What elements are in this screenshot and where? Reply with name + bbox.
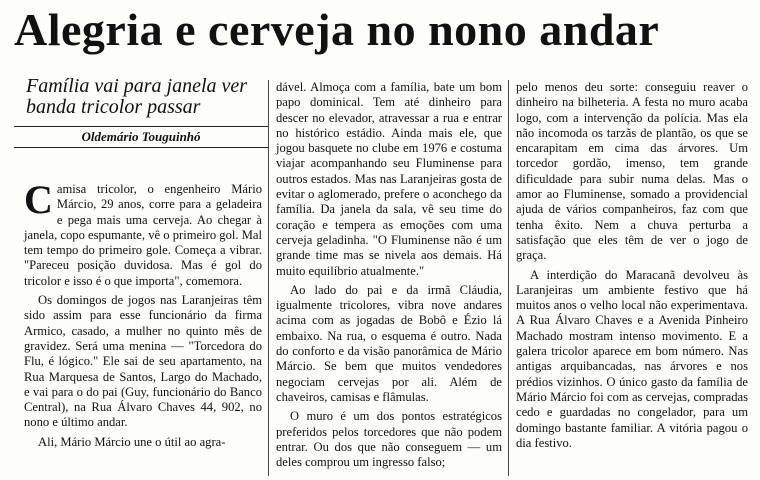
article-column-3 — [516, 80, 748, 451]
byline: Oldemário Touguinhó — [14, 126, 268, 148]
paragraph: pelo menos deu sorte: conseguiu reaver o dinheiro na bilheteria. A festa no muro acaba logo, com a intervenção da polícia. Mas ela não incomoda os tarzãs de plantão, os que se encarapitam em cima das árvores. Um torcedor gordão, imenso, tem grande dificuldade para subir numa delas. Mas o amor ao Fluminense, somado a providencial ajuda de vários companheiros, faz com que tenha êxito. Nem a chuva perturba a satisfação que eles têm de ver o jogo de graça. — [516, 80, 748, 263]
intro-block — [14, 76, 268, 154]
paragraph: Ali, Mário Márcio une o útil ao agra- — [38, 434, 226, 449]
drop-cap: C — [24, 177, 53, 222]
article-column-2 — [276, 80, 502, 470]
paragraph — [24, 177, 262, 289]
column-divider — [508, 80, 509, 476]
article-column-1 — [24, 177, 262, 450]
paragraph: Os domingos de jogos nas Laranjeiras têm sido assim para esse funcionário da firma Armico, casado, a mulher no quinto mês de gravidez. Será uma menina — "Torcedora do Flu, é lógico." Ele sai de seu apartamento, na Rua Marquesa de Santos, Largo do Machado, e vai para o do pai (Guy, funcionário do Banco Central), na Rua Álvaro Chaves 44, 902, no nono e último andar. — [24, 293, 262, 430]
paragraph: O muro é um dos pontos estratégicos preferidos pelos torcedores que não podem entrar. Ou dos que não conseguem — um deles comprou um ingresso falso; — [276, 409, 502, 470]
paragraph-text: amisa tricolor, o engenheiro Mário Márcio, 29 anos, corre para a geladeira e pega mais uma cerveja. Ao chegar à janela, copo espumante, vê o primeiro gol. Mal tem tempo do primeiro gole. Começa a vibrar. "Pareceu posição duvidosa. Mas é gol do tricolor e isso é o que importa", comemora. — [24, 182, 262, 288]
subheadline: Família vai para janela ver banda tricolor passar — [26, 75, 248, 118]
paragraph: A interdição do Maracanã devolveu às Laranjeiras um ambiente festivo que há muitos anos o velho local não experimentava. A Rua Álvaro Chaves e a Avenida Pinheiro Machado mostram intenso movimento. E a galera tricolor aparece em bom número. Nas antigas arquibancadas, nas árvores e nos prédios vizinhos. O único gasto da família de Mário Márcio foi com as cervejas, compradas cedo e guardadas no congelador, para um domingo bastante familiar. A vitória pagou o dia festivo. — [516, 267, 748, 450]
column-divider — [268, 80, 269, 476]
paragraph: dável. Almoça com a família, bate um bom papo dominical. Tem até dinheiro para descer no elevador, atravessar a rua e entrar no histórico estádio. Ainda mais ele, que jogou basquete no clube em 1976 e costuma viajar acompanhando seu Fluminense para outros estados. Mas nas Laranjeiras gosta de evitar o aglomerado, prefere o aconchego da família. Da janela da sala, vê seu time do coração e tempera as emoções com uma cerveja geladinha. "O Fluminense não é um grande time mas se nivela aos demais. Há muito equilíbrio atualmente." — [276, 80, 502, 278]
paragraph: Ao lado do pai e da irmã Cláudia, igualmente tricolores, vibra nove andares acima com as jogadas de Bobô e Ézio lá embaixo. Na rua, o esquema é outro. Nada do conforto e da visão panorâmica de Mário Márcio. Se bem que muitos vendedores negociam cervejas por ali. Além de chaveiros, camisas e flâmulas. — [276, 282, 502, 404]
headline: Alegria e cerveja no nono andar — [14, 4, 660, 55]
